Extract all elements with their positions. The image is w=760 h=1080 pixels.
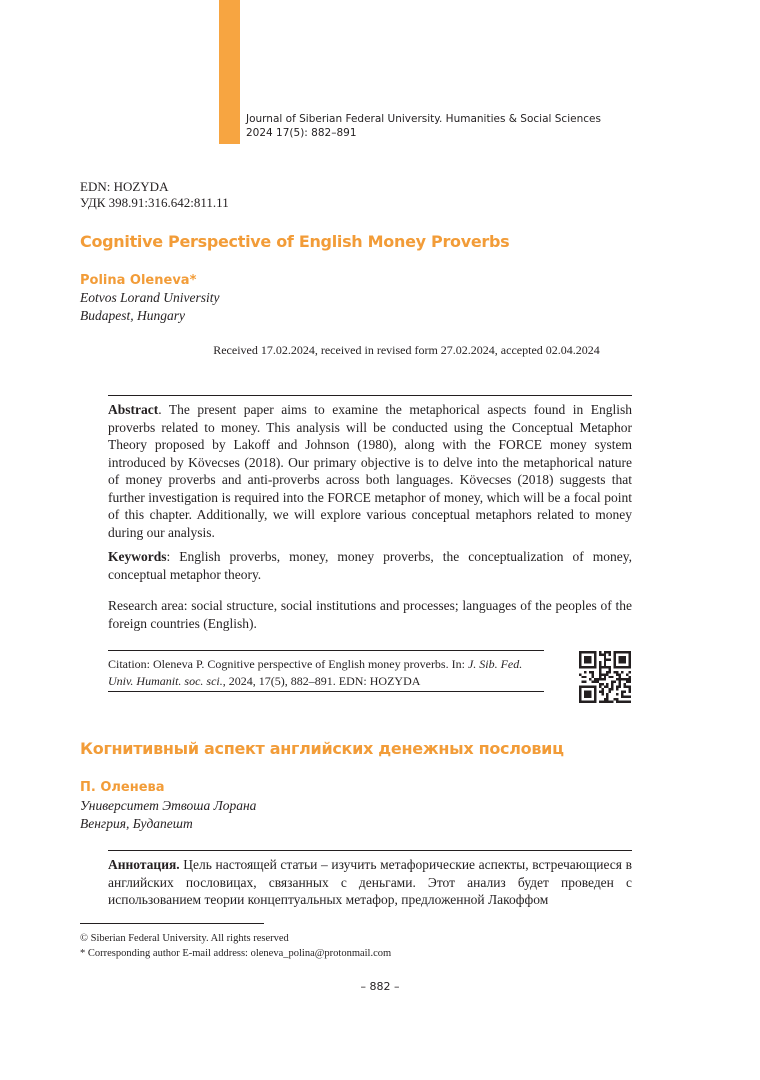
abstract-en xyxy=(108,401,632,541)
footnote-copyright: © Siberian Federal University. All rights reserved xyxy=(80,933,289,944)
udk: УДК 398.91:316.642:811.11 xyxy=(80,195,229,210)
citation-journal: J. Sib. Fed. Univ. Humanit. soc. sci. xyxy=(108,657,523,688)
journal-name: Journal of Siberian Federal University. Humanities & Social Sciences xyxy=(246,113,601,125)
divider-citation-bottom xyxy=(108,691,544,692)
divider-top xyxy=(108,395,632,396)
footnote-corresponding: * Corresponding author E-mail address: oleneva_polina@protonmail.com xyxy=(80,948,392,959)
qr-code-modules xyxy=(579,651,631,703)
affiliation-en-university: Eotvos Lorand University xyxy=(80,290,220,305)
footnote-divider xyxy=(80,923,264,924)
keywords-en xyxy=(108,548,632,583)
edn: EDN: HOZYDA xyxy=(80,179,169,194)
journal-header xyxy=(246,112,601,140)
received-dates: Received 17.02.2024, received in revised form 27.02.2024, accepted 02.04.2024 xyxy=(213,343,600,357)
abstract-ru-text: Цель настоящей статьи – изучить метафорические аспекты, встречающиеся в английских пословицах, связанных с деньгами. Этот анализ будет проведен с использованием теории концептуальных метафор, предложенной Лакоффом xyxy=(108,857,632,907)
affiliation-ru-university: Университет Этвоша Лорана xyxy=(80,798,257,813)
journal-issue: 2024 17(5): 882–891 xyxy=(246,127,357,139)
qr-code-icon[interactable] xyxy=(579,651,631,703)
divider-citation-top xyxy=(108,650,544,651)
author-ru: П. Оленева xyxy=(80,780,165,795)
footnotes xyxy=(80,931,391,961)
citation xyxy=(108,656,548,690)
keywords-en-text: : English proverbs, money, money proverbs, the conceptualization of money, conceptual metaphor theory. xyxy=(108,549,632,582)
keywords-en-label: Keywords xyxy=(108,549,167,564)
accent-bar xyxy=(219,0,240,144)
affiliation-en-city: Budapest, Hungary xyxy=(80,308,185,323)
title-ru: Когнитивный аспект английских денежных пословиц xyxy=(80,739,564,758)
affiliation-en xyxy=(80,289,220,325)
abstract-ru-label: Аннотация. xyxy=(108,857,180,872)
citation-text: Citation: Oleneva P. Cognitive perspective of English money proverbs. In: xyxy=(108,657,468,671)
abstract-en-label: Abstract xyxy=(108,402,159,417)
abstract-ru xyxy=(108,856,632,909)
page-number: – 882 – xyxy=(360,980,400,993)
affiliation-ru xyxy=(80,797,256,833)
abstract-en-text: . The present paper aims to examine the metaphorical aspects found in English proverbs related to money. This analysis will be conducted using the Conceptual Metaphor Theory proposed by Lakoff and Johnson (1980), along with the FORCE money system introduced by Kövecses (2018). Our primary objective is to delve into the metaphorical nature of money proverbs and anti-proverbs across both languages. Kövecses (2018) suggests that further investigation is required into the FORCE metaphor of money, which will be a focal point of this chapter. Additionally, we will explore various conceptual metaphors related to money during our analysis. xyxy=(108,402,632,540)
research-area: Research area: social structure, social institutions and processes; languages of the peoples of the foreign countries (English). xyxy=(108,598,632,631)
author-en: Polina Oleneva* xyxy=(80,273,197,288)
affiliation-ru-city: Венгрия, Будапешт xyxy=(80,816,193,831)
title-en: Cognitive Perspective of English Money Proverbs xyxy=(80,232,510,251)
citation-details: , 2024, 17(5), 882–891. EDN: HOZYDA xyxy=(222,674,421,688)
divider-ru xyxy=(108,850,632,851)
